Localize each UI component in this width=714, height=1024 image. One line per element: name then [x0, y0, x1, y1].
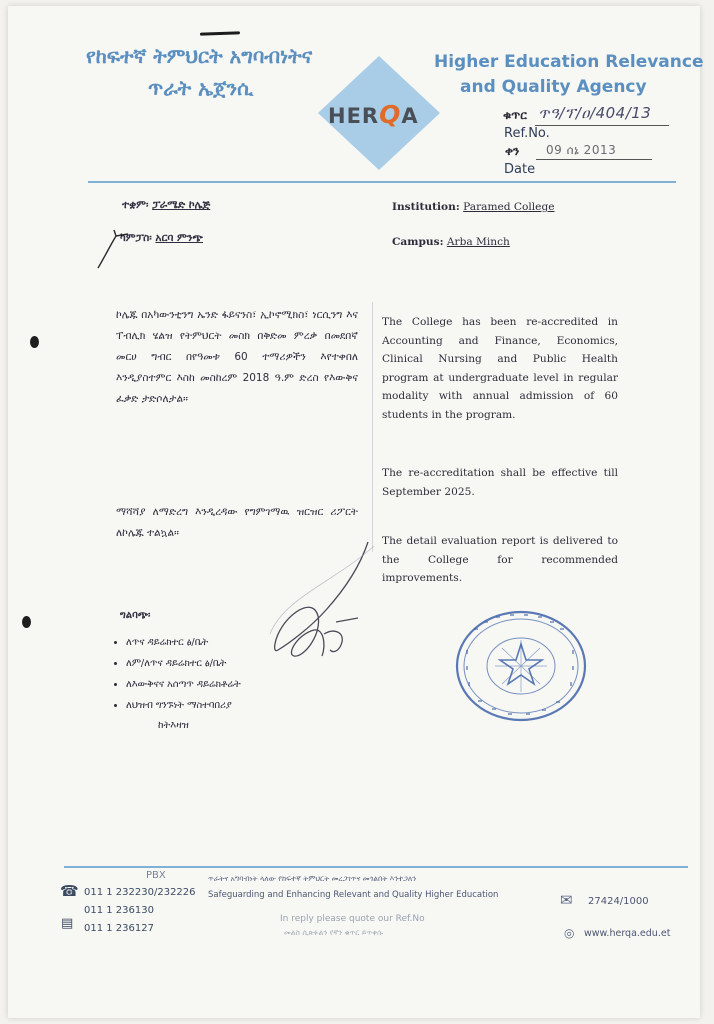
seal-star-icon [454, 610, 588, 722]
agency-name-amharic-line2: ጥራት ኤጀንሲ [148, 76, 254, 100]
mail-icon: ✉ [560, 891, 573, 909]
date-label: Date [504, 162, 536, 177]
reply-note: In reply please quote our Ref.No [280, 914, 425, 924]
reply-note-amharic: መልስ ሲጽፉልን የኛን ቁጥር ይጥቀሱ [284, 928, 384, 937]
campus-value: Arba Minch [446, 236, 510, 248]
cc-item: • ለእውቅናና አሰጣጥ ዳይሬክቶሬት [126, 674, 241, 695]
institution-label-amharic: ተቋም፡ [122, 199, 149, 211]
website: www.herqa.edu.et [584, 928, 671, 939]
cc-item: • ለም/ለጥና ዳይሬክተር ፅ/ቤት [126, 653, 241, 674]
phone-secondary: 011 1 236130 [84, 905, 154, 916]
cc-item: • ለህዝብ ግንኙነት ማስተባበሪያ [126, 695, 241, 716]
ref-underline [535, 125, 669, 126]
pbx-label: PBX [146, 870, 166, 881]
agency-name-amharic-line1: የከፍተኛ ትምህርት አግባብነትና [86, 44, 313, 68]
pen-mark [200, 31, 240, 35]
cc-location-line: ከትእዛዝ [158, 720, 189, 731]
herqa-logo [316, 54, 442, 172]
date-underline [536, 159, 652, 160]
column-divider [372, 302, 373, 552]
institution-value-amharic: ፓራሜድ ኮሌጅ [152, 199, 211, 211]
logo-text-a: A [401, 104, 419, 128]
campus-label-amharic: ካምፓስ፡ [120, 232, 152, 244]
agency-name-english-line1: Higher Education Relevance [434, 52, 704, 72]
amharic-paragraph-2: ማሻሻያ ለማድረግ እንዲረዳው የግምገማዉ ዝርዝር ሪፖርት ለኮሌጁ ተልኳል። [116, 506, 358, 539]
logo-text [328, 100, 419, 129]
motto-english: Safeguarding and Enhancing Relevant and Quality Higher Education [208, 890, 499, 900]
cc-label: ግልባጭ፡ [120, 610, 151, 621]
phone-icon: ☎ [60, 882, 79, 900]
cc-list [112, 632, 241, 716]
globe-icon: ◎ [564, 926, 575, 940]
date-label-amharic: ቀን [505, 144, 520, 158]
logo-text-q: Q [379, 100, 402, 129]
ref-value-handwritten: ጥዓ/ፕ/ዐ/404/13 [538, 104, 652, 122]
official-seal-stamp [454, 610, 588, 722]
binder-hole-top [30, 336, 39, 348]
ref-label: Ref.No. [504, 126, 550, 141]
footer-divider [64, 866, 688, 868]
header-divider [88, 181, 676, 183]
cc-item: • ለጥና ዳይሬክተር ፅ/ቤት [126, 632, 241, 653]
motto-amharic: ጥራትና አግባብነት ላለው የከፍተኛ ትምህርት መረጋገጥና መጎልበት እንተጋለን [208, 874, 417, 883]
agency-name-english-line2: and Quality Agency [460, 77, 647, 97]
english-paragraph-2: The re-accreditation shall be effective till September 2025. [382, 467, 618, 498]
institution-line [392, 198, 555, 217]
logo-text-her: HER [328, 104, 380, 128]
fax-number: 011 1 236127 [84, 923, 154, 934]
handwritten-arrow-mark [94, 228, 134, 270]
letter-page [8, 6, 704, 1018]
institution-label: Institution: [392, 201, 460, 213]
fax-icon: ▤ [61, 916, 74, 931]
ref-label-amharic: ቁጥር [503, 108, 527, 122]
signature [264, 538, 394, 668]
po-box: 27424/1000 [588, 896, 649, 907]
campus-value-amharic: አርባ ምንጭ [155, 232, 203, 244]
english-paragraph-3: The detail evaluation report is delivered to the College for recommended improvements. [382, 535, 618, 584]
campus-label: Campus: [392, 236, 444, 248]
amharic-paragraph-1: ኮሌጁ በአካውንቲንግ ኤንድ ፋይናንስ፣ ኢኮኖሚክስ፣ ነርሲንግ እና ፐብሊክ ሄልዝ የትምህርት መስክ በቅድመ ምረቃ በመደበኛ መርሀ ግብር በየዓመቱ 60 ተማሪዎችን እየተቀበለ እንዲያስተምር እስከ መስከረም 2018 ዓ.ም ድረስ የእውቅና ፈቃድ ታድሶለታል። [116, 309, 358, 405]
date-value-stamped: 09 ሰኔ 2013 [546, 143, 617, 157]
english-paragraph-1: The College has been re-accredited in Accounting and Finance, Economics, Clinical Nursing and Public Health program at undergraduate level in regular modality with annual admission of 60 students in the program. [382, 316, 618, 421]
binder-hole-bottom [22, 616, 31, 628]
institution-line-amharic [122, 199, 210, 212]
phone-primary: 011 1 232230/232226 [84, 887, 196, 898]
institution-value: Paramed College [463, 201, 555, 213]
campus-line [392, 233, 510, 252]
